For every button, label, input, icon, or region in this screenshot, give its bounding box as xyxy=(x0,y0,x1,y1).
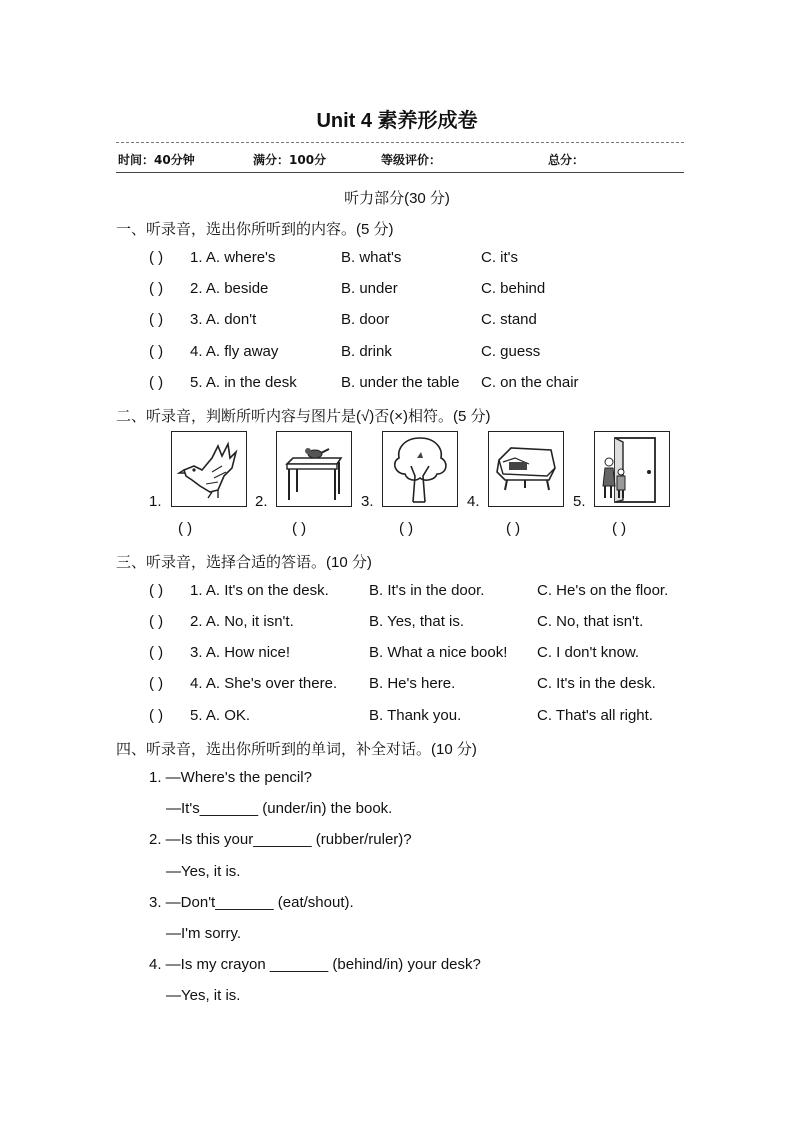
option-b: B. door xyxy=(341,311,390,328)
option-b: B. under xyxy=(341,280,398,297)
dialogue-answer: —Yes, it is. xyxy=(166,863,241,880)
door-icon xyxy=(594,431,670,507)
dialogue-answer[interactable]: —It's_______ (under/in) the book. xyxy=(166,800,393,817)
dialogue-question[interactable]: 3. —Don't_______ (eat/shout). xyxy=(149,894,354,911)
tree-icon xyxy=(382,431,458,507)
answer-paren[interactable]: ( ) xyxy=(506,520,521,537)
answer-paren[interactable]: ( ) xyxy=(612,520,627,537)
answer-paren[interactable]: ( ) xyxy=(149,675,164,692)
answer-paren[interactable]: ( ) xyxy=(149,249,164,266)
picture-number: 1. xyxy=(149,493,162,510)
meta-full-score: 满分：100分 xyxy=(253,153,327,167)
option-c: C. That's all right. xyxy=(537,707,653,724)
option-c: C. I don't know. xyxy=(537,644,640,661)
header-divider-dashed xyxy=(116,142,684,143)
option-b: B. what's xyxy=(341,249,402,266)
option-c: C. guess xyxy=(481,343,541,360)
option-a: 3. A. How nice! xyxy=(190,644,291,661)
option-b: B. What a nice book! xyxy=(369,644,508,661)
meta-time: 时间：40分钟 xyxy=(118,153,195,167)
meta-total: 总分： xyxy=(548,153,585,167)
option-a: 1. A. It's on the desk. xyxy=(190,582,329,599)
listening-header: 听力部分(30 分) xyxy=(344,190,450,207)
option-c: C. behind xyxy=(481,280,546,297)
option-a: 4. A. fly away xyxy=(190,343,279,360)
option-a: 4. A. She's over there. xyxy=(190,675,338,692)
option-b: B. Thank you. xyxy=(369,707,462,724)
bird-icon xyxy=(171,431,247,507)
picture-number: 5. xyxy=(573,493,586,510)
option-a: 5. A. OK. xyxy=(190,707,251,724)
picture-number: 3. xyxy=(361,493,374,510)
answer-paren[interactable]: ( ) xyxy=(178,520,193,537)
option-c: C. it's xyxy=(481,249,519,266)
option-b: B. drink xyxy=(341,343,392,360)
meta-grade: 等级评价： xyxy=(381,153,442,167)
option-b: B. Yes, that is. xyxy=(369,613,465,630)
dialogue-question: 1. —Where's the pencil? xyxy=(149,769,312,786)
picture-number: 4. xyxy=(467,493,480,510)
option-a: 1. A. where's xyxy=(190,249,276,266)
option-a: 2. A. beside xyxy=(190,280,269,297)
option-c: C. stand xyxy=(481,311,537,328)
header-divider-solid xyxy=(116,172,684,173)
answer-paren[interactable]: ( ) xyxy=(149,644,164,661)
option-a: 2. A. No, it isn't. xyxy=(190,613,294,630)
answer-paren[interactable]: ( ) xyxy=(149,582,164,599)
option-b: B. under the table xyxy=(341,374,460,391)
answer-paren[interactable]: ( ) xyxy=(149,613,164,630)
answer-paren[interactable]: ( ) xyxy=(292,520,307,537)
section-4-heading: 四、听录音，选出你所听到的单词，补全对话。(10 分) xyxy=(116,741,477,758)
bird-on-desk-icon xyxy=(276,431,352,507)
answer-paren[interactable]: ( ) xyxy=(149,280,164,297)
dialogue-answer: —I'm sorry. xyxy=(166,925,242,942)
picture-number: 2. xyxy=(255,493,268,510)
option-c: C. on the chair xyxy=(481,374,579,391)
option-c: C. He's on the floor. xyxy=(537,582,669,599)
page-title: Unit 4 素养形成卷 xyxy=(316,110,478,132)
option-c: C. It's in the desk. xyxy=(537,675,656,692)
section-1-heading: 一、听录音，选出你所听到的内容。(5 分) xyxy=(116,221,394,238)
answer-paren[interactable]: ( ) xyxy=(149,311,164,328)
dialogue-question[interactable]: 2. —Is this your_______ (rubber/ruler)? xyxy=(149,831,412,848)
dialogue-answer: —Yes, it is. xyxy=(166,987,241,1004)
option-a: 3. A. don't xyxy=(190,311,257,328)
dialogue-question[interactable]: 4. —Is my crayon _______ (behind/in) your desk? xyxy=(149,956,481,973)
answer-paren[interactable]: ( ) xyxy=(149,374,164,391)
option-b: B. He's here. xyxy=(369,675,456,692)
answer-paren[interactable]: ( ) xyxy=(399,520,414,537)
option-a: 5. A. in the desk xyxy=(190,374,297,391)
answer-paren[interactable]: ( ) xyxy=(149,707,164,724)
option-c: C. No, that isn't. xyxy=(537,613,644,630)
option-b: B. It's in the door. xyxy=(369,582,485,599)
sofa-icon xyxy=(488,431,564,507)
answer-paren[interactable]: ( ) xyxy=(149,343,164,360)
section-2-heading: 二、听录音，判断所听内容与图片是(√)否(×)相符。(5 分) xyxy=(116,408,491,425)
section-3-heading: 三、听录音，选择合适的答语。(10 分) xyxy=(116,554,372,571)
